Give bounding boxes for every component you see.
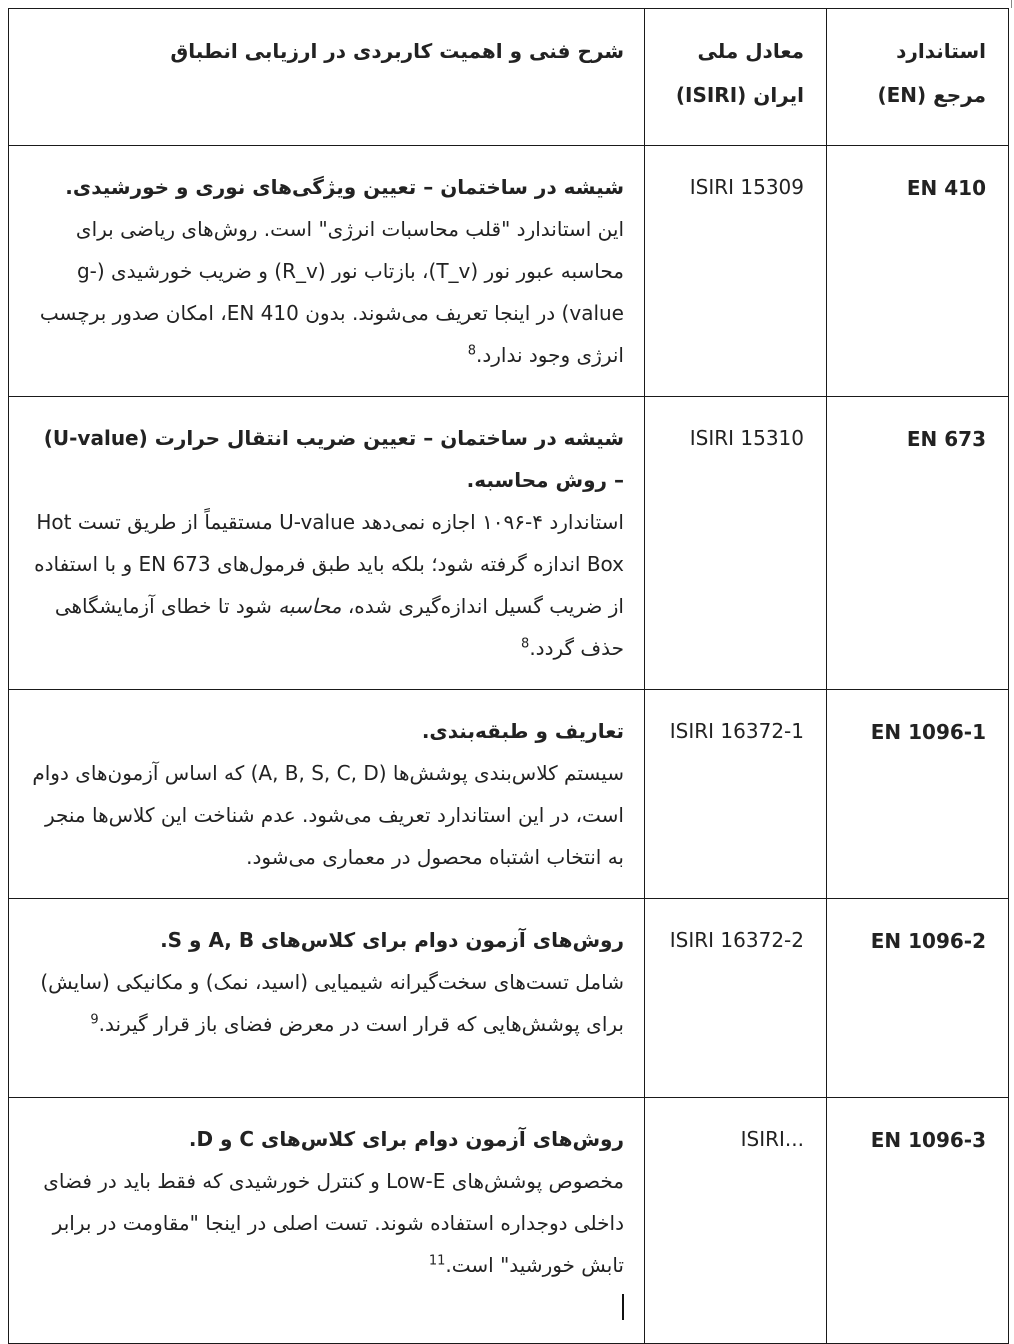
footnote-ref: 9	[90, 1012, 99, 1028]
desc-body-text-a: استاندارد ۴-۱۰۹۶ اجازه نمی‌دهد U-value مستقیماً از طریق تست Hot Box اندازه گرفته شود؛ بلکه باید طبق فرمول‌های EN 673 و با استفاده از ضریب گسیل اندازه‌گیری شده،	[34, 510, 624, 618]
std-code: EN 1096-2	[870, 929, 986, 953]
row-desc	[9, 397, 645, 690]
row-std	[827, 146, 1009, 397]
std-code: EN 1096-3	[870, 1128, 986, 1152]
desc-body	[27, 501, 624, 669]
table-row	[9, 397, 1009, 690]
desc-body: سیستم کلاس‌بندی پوشش‌ها (A, B, S, C, D) که اساس آزمون‌های دوام است، در این استاندارد تعریف می‌شود. عدم شناخت این کلاس‌ها منجر به انتخاب اشتباه محصول در معماری می‌شود.	[32, 761, 624, 869]
desc-body-text-b: شود تا خطای آزمایشگاهی حذف گردد.	[54, 594, 624, 660]
isiri-code: ISIRI 16372-1	[669, 719, 804, 743]
row-desc	[9, 899, 645, 1098]
standards-table	[8, 8, 1009, 1344]
row-std	[827, 690, 1009, 899]
footnote-ref: 8	[521, 636, 530, 652]
row-isiri	[645, 1098, 827, 1344]
desc-body-emphasis: محاسبه	[278, 594, 342, 618]
table-row	[9, 1098, 1009, 1344]
desc-title: شیشه در ساختمان – تعیین ضریب انتقال حرارت (U-value) – روش محاسبه.	[43, 426, 624, 492]
row-isiri	[645, 146, 827, 397]
footnote-ref: 8	[467, 343, 476, 359]
desc-body	[27, 961, 624, 1045]
row-std	[827, 899, 1009, 1098]
row-isiri	[645, 899, 827, 1098]
isiri-code: ISIRI 15309	[689, 175, 804, 199]
row-desc[interactable]	[9, 1098, 645, 1344]
std-code: EN 410	[906, 176, 986, 200]
table-row	[9, 146, 1009, 397]
row-std	[827, 1098, 1009, 1344]
desc-body	[27, 1160, 624, 1286]
desc-body-text: شامل تست‌های سخت‌گیرانه شیمیایی (اسید، نمک) و مکانیکی (سایش) برای پوشش‌هایی که قرار است در معرض فضای باز قرار گیرند.	[40, 970, 624, 1036]
text-cursor	[622, 1294, 624, 1320]
header-std: استاندارد مرجع (EN)	[827, 9, 1009, 146]
corner-mark	[1011, 0, 1012, 8]
isiri-code: ISIRI 15310	[689, 426, 804, 450]
table-row	[9, 690, 1009, 899]
isiri-code: ISIRI 16372-2	[669, 928, 804, 952]
table-row	[9, 899, 1009, 1098]
desc-body	[27, 208, 624, 376]
desc-title: روش‌های آزمون دوام برای کلاس‌های C و D.	[188, 1127, 624, 1151]
row-std	[827, 397, 1009, 690]
std-code: EN 1096-1	[870, 720, 986, 744]
footnote-ref: 11	[428, 1253, 446, 1269]
desc-title: تعاریف و طبقه‌بندی.	[421, 719, 624, 743]
desc-title: روش‌های آزمون دوام برای کلاس‌های A, B و S.	[160, 928, 624, 952]
table-header-row	[9, 9, 1009, 146]
row-isiri	[645, 397, 827, 690]
row-desc	[9, 690, 645, 899]
row-desc	[9, 146, 645, 397]
header-isiri: معادل ملی ایران (ISIRI)	[645, 9, 827, 146]
desc-body-text: مخصوص پوشش‌های Low-E و کنترل خورشیدی که فقط باید در فضای داخلی دوجداره استفاده شوند. تست اصلی در اینجا "مقاومت در برابر تابش خورشید" است.	[43, 1169, 624, 1277]
row-isiri	[645, 690, 827, 899]
header-desc: شرح فنی و اهمیت کاربردی در ارزیابی انطباق	[9, 9, 645, 146]
desc-title: شیشه در ساختمان – تعیین ویژگی‌های نوری و خورشیدی.	[65, 175, 624, 199]
isiri-code: ISIRI...	[740, 1127, 804, 1151]
std-code: EN 673	[906, 427, 986, 451]
desc-body-text: این استاندارد "قلب محاسبات انرژی" است. روش‌های ریاضی برای محاسبه عبور نور (T_v)، بازتاب نور (R_v) و ضریب خورشیدی (g-value) در اینجا تعریف می‌شوند. بدون EN 410، امکان صدور برچسب انرژی وجود ندارد.	[39, 217, 624, 367]
